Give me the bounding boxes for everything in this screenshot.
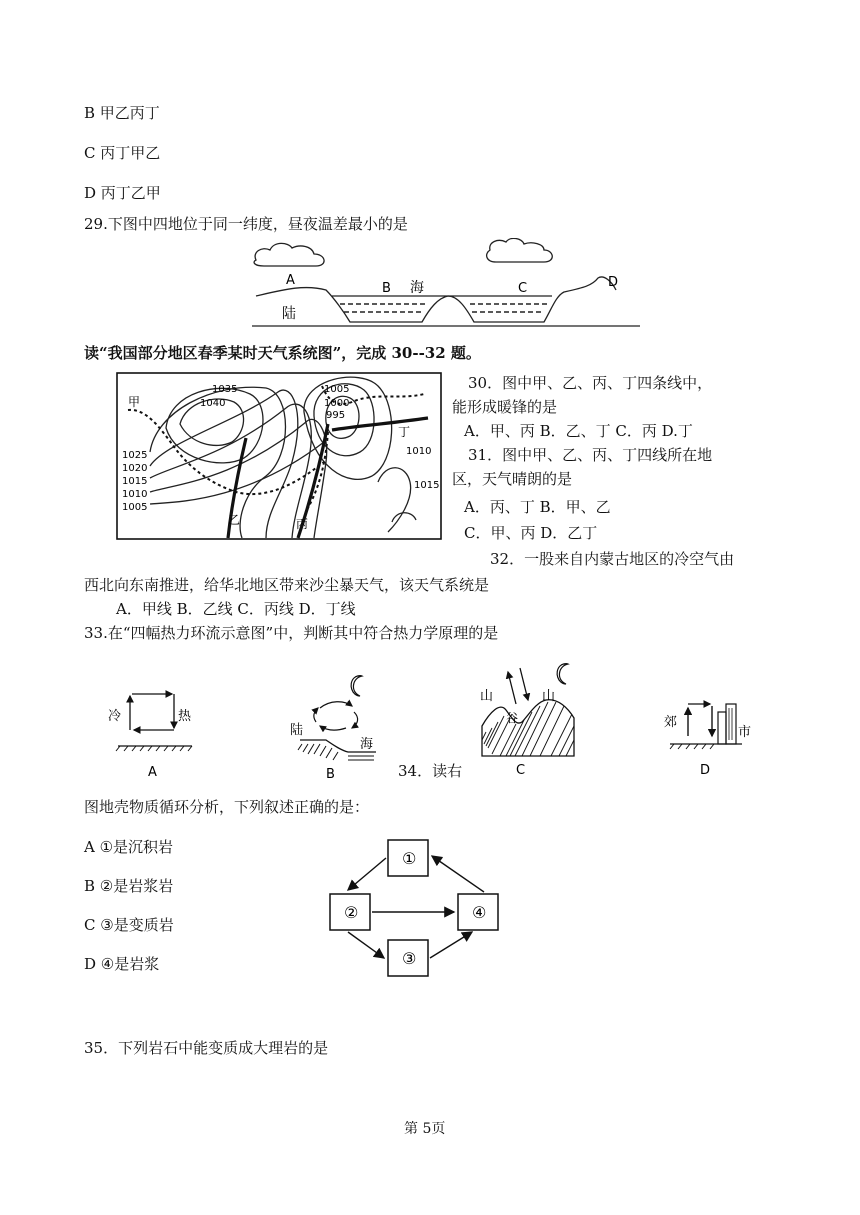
label-hot: 热 [178, 709, 192, 724]
q34-option-b: B ②是岩浆岩 [84, 877, 174, 895]
label-suburb: 郊 [664, 715, 678, 730]
label-mountain-right: 山 [542, 689, 556, 704]
isobar-label: 1005 [122, 502, 148, 513]
q30-options: A．甲、丙 B．乙、丁 C．丙 D.丁 [464, 422, 693, 440]
isobar-label: 1005 [324, 384, 350, 395]
q30-stem-cont: 能形成暖锋的是 [452, 398, 558, 416]
line-label-ding: 丁 [398, 425, 411, 439]
isobar-label: 1010 [406, 446, 432, 457]
label-valley: 谷 [506, 711, 519, 725]
q33-stem: 33.在“四幅热力环流示意图”中，判断其中符合热力学原理的是 [84, 624, 499, 642]
thermal-diagram-a [102, 680, 202, 780]
label-b: B [382, 281, 391, 296]
thermal-diagram-c [476, 656, 586, 782]
q34-stem-cont: 图地壳物质循环分析，下列叙述正确的是： [84, 798, 370, 816]
q31-stem-cont: 区，天气晴朗的是 [452, 470, 573, 488]
weather-intro: 读“我国部分地区春季某时天气系统图”，完成 30--32 题。 [84, 344, 481, 362]
moon-icon [351, 676, 362, 696]
q31-stem: 31．图中甲、乙、丙、丁四线所在地 [468, 446, 713, 464]
label-sea: 海 [410, 280, 424, 296]
line-label-bing: 丙 [296, 517, 309, 531]
label-land: 陆 [290, 723, 304, 738]
q34-option-c: C ③是变质岩 [84, 916, 174, 934]
q30-stem: 30．图中甲、乙、丙、丁四条线中， [468, 374, 713, 392]
rock-cycle-diagram [326, 834, 506, 990]
box-2-label: ② [344, 903, 359, 922]
isobar-label: 1015 [414, 480, 440, 491]
label-sea: 海 [360, 737, 374, 752]
q34-stem-start: 34．读右 [398, 762, 463, 780]
label-land: 陆 [282, 306, 296, 322]
building-icon [726, 704, 736, 744]
diagram-label-c: C [516, 763, 526, 778]
cloud-icon [254, 243, 324, 266]
line-label-jia: 甲 [128, 395, 141, 409]
thermal-diagram-b [286, 666, 386, 782]
box-3-label: ③ [402, 949, 417, 968]
isobar-label: 1025 [122, 450, 148, 461]
q32-stem: 32．一股来自内蒙古地区的冷空气由 [490, 550, 735, 568]
isobar-label: 1020 [122, 463, 148, 474]
weather-map [116, 372, 442, 540]
box-4-label: ④ [472, 903, 487, 922]
label-mountain-left: 山 [480, 689, 494, 704]
isobar-label: 1015 [122, 476, 148, 487]
q35-stem: 35．下列岩石中能变质成大理岩的是 [84, 1039, 329, 1057]
line-label-yi: 乙 [228, 513, 241, 527]
label-a: A [286, 273, 295, 288]
q28-option-d: D 丙丁乙甲 [84, 184, 161, 202]
q32-options: A．甲线 B．乙线 C．丙线 D．丁线 [116, 600, 356, 618]
q34-option-a: A ①是沉积岩 [84, 838, 174, 856]
isobar-label: 1035 [212, 384, 238, 395]
isobar-label: 1010 [122, 489, 148, 500]
q29-diagram [252, 238, 642, 334]
moon-icon [557, 664, 568, 684]
diagram-label-b: B [326, 767, 335, 782]
building-icon [718, 712, 726, 744]
cloud-icon [487, 238, 553, 262]
label-cold: 冷 [108, 709, 122, 724]
label-c: C [518, 281, 528, 296]
diagram-label-d: D [700, 763, 711, 778]
q31-options-row2: C．甲、丙 D．乙丁 [464, 524, 598, 542]
q34-option-d: D ④是岩浆 [84, 955, 160, 973]
box-1-label: ① [402, 849, 417, 868]
label-city: 市 [738, 725, 752, 740]
diagram-label-a: A [148, 765, 157, 780]
q28-option-c: C 丙丁甲乙 [84, 144, 161, 162]
isobar-label: 1040 [200, 398, 226, 409]
page-number: 第 5页 [404, 1121, 446, 1137]
isobar-label: 995 [326, 410, 346, 421]
q29-stem: 29.下图中四地位于同一纬度，昼夜温差最小的是 [84, 215, 408, 233]
q28-option-b: B 甲乙丙丁 [84, 104, 160, 122]
label-d: D [608, 275, 619, 290]
q31-options-row1: A．丙、丁 B．甲、乙 [464, 498, 611, 516]
isobar-label: 1000 [324, 398, 350, 409]
thermal-diagram-d [660, 690, 760, 780]
q32-stem-cont: 西北向东南推进，给华北地区带来沙尘暴天气，该天气系统是 [84, 576, 490, 594]
